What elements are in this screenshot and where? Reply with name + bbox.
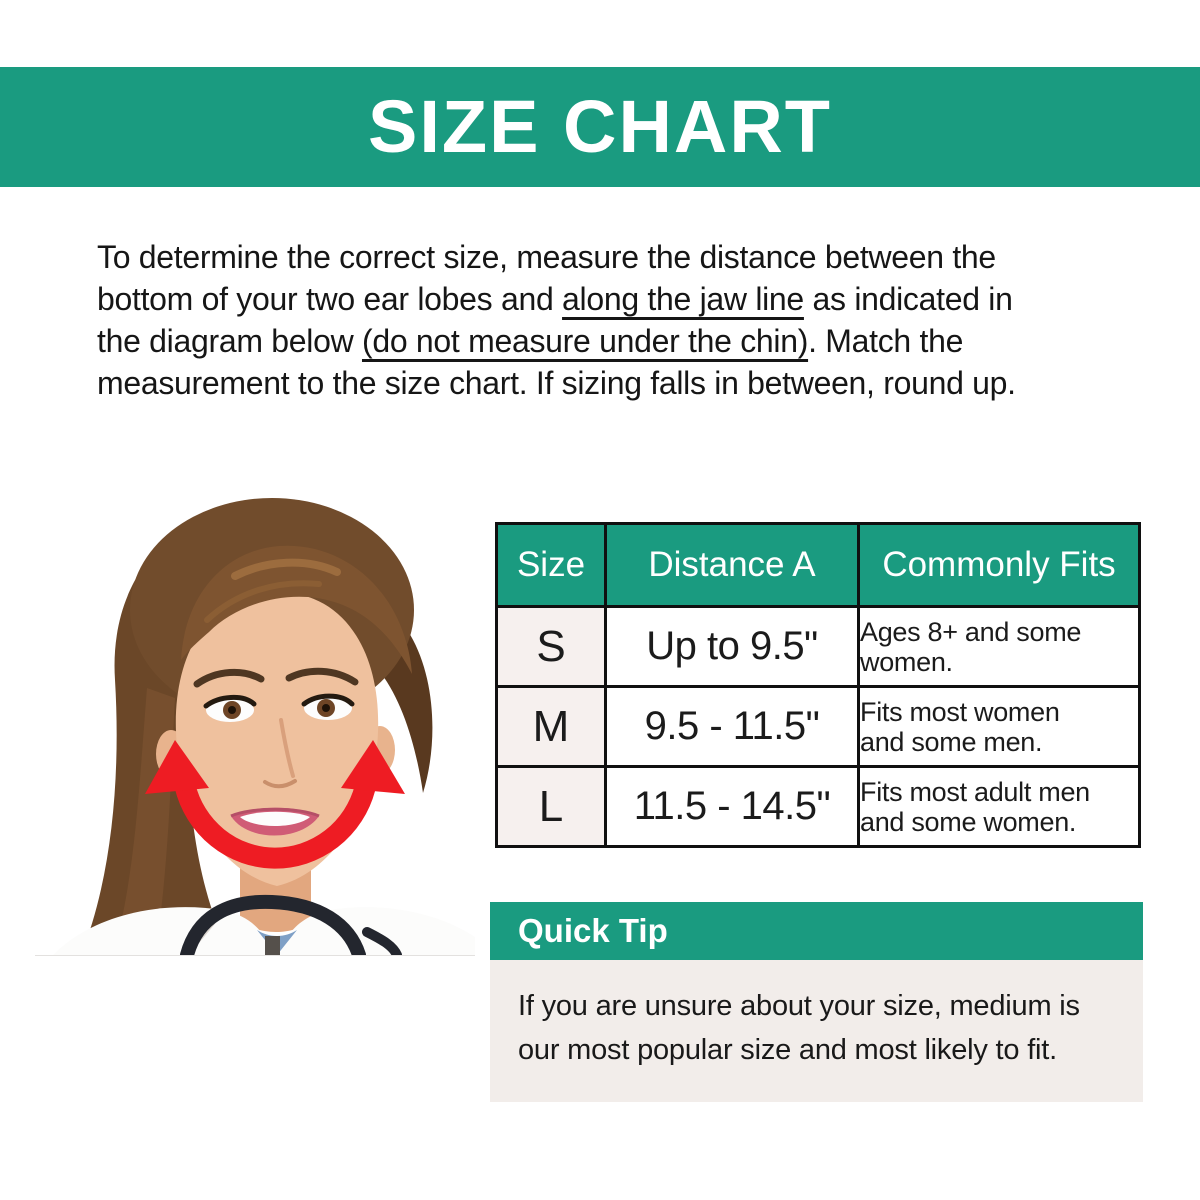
intro-line-2 [97, 278, 1157, 320]
fits-value [859, 687, 1140, 767]
intro-text: bottom of your two ear lobes and [97, 281, 563, 317]
intro-underlined-text: (do not measure under the chin) [361, 323, 809, 359]
right-pupil [322, 704, 330, 712]
quick-tip-panel [490, 902, 1143, 1102]
fits-text: Fits most women [860, 696, 1060, 727]
left-pupil [228, 706, 236, 714]
intro-text: To determine the correct size, measure the distance between the [97, 239, 996, 275]
measurement-diagram [35, 488, 475, 956]
fits-text: Ages 8+ and some [860, 616, 1082, 647]
intro-text: measurement to the size chart. If sizing falls in between, round up. [97, 365, 1016, 401]
distance-value: Up to 9.5" [606, 607, 859, 687]
fits-text: and some women. [860, 806, 1077, 837]
stethoscope-connector [265, 936, 280, 955]
intro-line-4 [97, 362, 1157, 404]
intro-text: as indicated in [803, 281, 1013, 317]
column-header-fits: Commonly Fits [859, 524, 1140, 607]
quick-tip-text: If you are unsure about your size, medium is [518, 990, 1080, 1022]
table-row-s [497, 607, 1140, 687]
table-row-l [497, 767, 1140, 847]
size-table [495, 522, 1141, 848]
fits-text: women. [860, 646, 953, 677]
intro-paragraph [97, 236, 1157, 404]
size-value: L [497, 767, 606, 847]
woman-portrait-illustration [35, 488, 475, 955]
distance-value: 11.5 - 14.5" [606, 767, 859, 847]
intro-text: . Match the [808, 323, 964, 359]
column-header-distance: Distance A [606, 524, 859, 607]
fits-value [859, 607, 1140, 687]
table-row-m [497, 687, 1140, 767]
quick-tip-body [490, 960, 1143, 1102]
size-table-header-row [497, 524, 1140, 607]
size-value: S [497, 607, 606, 687]
quick-tip-title: Quick Tip [490, 902, 1143, 960]
fits-text: Fits most adult men [860, 776, 1090, 807]
intro-line-1 [97, 236, 1157, 278]
distance-value: 9.5 - 11.5" [606, 687, 859, 767]
intro-underlined-text: along the jaw line [562, 281, 804, 317]
column-header-size: Size [497, 524, 606, 607]
size-value: M [497, 687, 606, 767]
face [176, 592, 378, 886]
fits-value [859, 767, 1140, 847]
title-banner [0, 67, 1200, 187]
page-title: SIZE CHART [368, 85, 832, 168]
intro-line-3 [97, 320, 1157, 362]
fits-text: and some men. [860, 726, 1043, 757]
intro-text: the diagram below [97, 323, 362, 359]
quick-tip-text: our most popular size and most likely to fit. [518, 1034, 1058, 1066]
